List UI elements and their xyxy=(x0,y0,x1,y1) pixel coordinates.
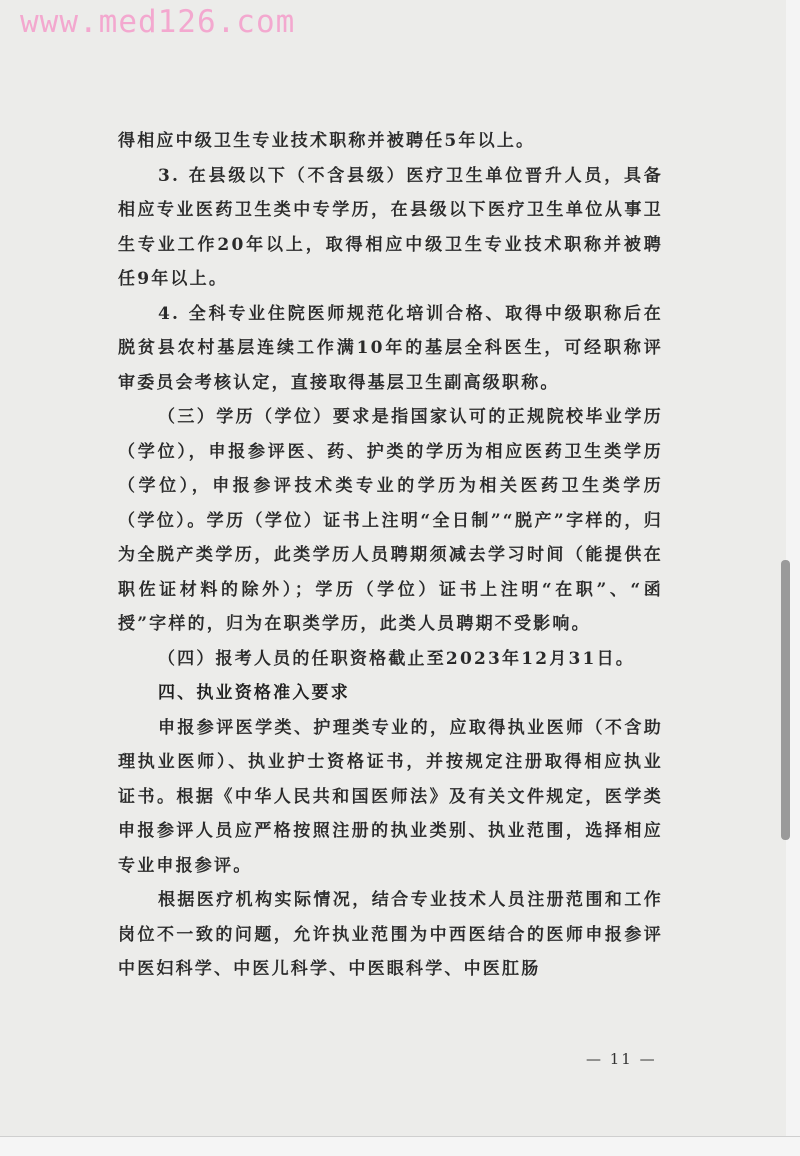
section-heading: 四、执业资格准入要求 xyxy=(157,683,350,703)
paragraph-practice-scope: 根据医疗机构实际情况，结合专业技术人员注册范围和工作岗位不一致的问题，允许执业范围为中西医结合的医师申报参评中医妇科学、中医儿科学、中医眼科学、中医肛肠 xyxy=(118,890,663,979)
watermark: www.med126.com xyxy=(20,4,296,40)
document-body xyxy=(118,124,663,987)
scrollbar[interactable] xyxy=(781,560,790,840)
paragraph-item-4: 4. 全科专业住院医师规范化培训合格、取得中级职称后在脱贫县农村基层连续工作满10年的基层全科医生，可经职称评审委员会考核认定，直接取得基层卫生副高级职称。 xyxy=(118,303,663,393)
next-page-edge xyxy=(0,1136,800,1156)
paragraph-continuation: 得相应中级卫生专业技术职称并被聘任5年以上。 xyxy=(118,131,536,151)
paragraph-qualification-deadline: （四）报考人员的任职资格截止至2023年12月31日。 xyxy=(157,648,635,669)
paragraph-item-3: 3. 在县级以下（不含县级）医疗卫生单位晋升人员，具备相应专业医药卫生类中专学历，在县级以下医疗卫生单位从事卫生专业工作20年以上，取得相应中级卫生专业技术职称并被聘任9年以上。 xyxy=(118,165,663,289)
paragraph-education-requirement: （三）学历（学位）要求是指国家认可的正规院校毕业学历（学位），申报参评医、药、护类的学历为相应医药卫生类学历（学位），申报参评技术类专业的学历为相关医药卫生类学历（学位）。学历（学位）证书上注明“全日制”“脱产”字样的，归为全脱产类学历，此类学历人员聘期须减去学习时间（能提供在职佐证材料的除外）；学历（学位）证书上注明“在职”、“函授”字样的，归为在职类学历，此类人员聘期不受影响。 xyxy=(118,407,663,634)
paragraph-practice-qualification: 申报参评医学类、护理类专业的，应取得执业医师（不含助理执业医师）、执业护士资格证书，并按规定注册取得相应执业证书。根据《中华人民共和国医师法》及有关文件规定，医学类申报参评人员应严格按照注册的执业类别、执业范围，选择相应专业申报参评。 xyxy=(118,717,663,876)
page-number: — 11 — xyxy=(586,1050,657,1068)
